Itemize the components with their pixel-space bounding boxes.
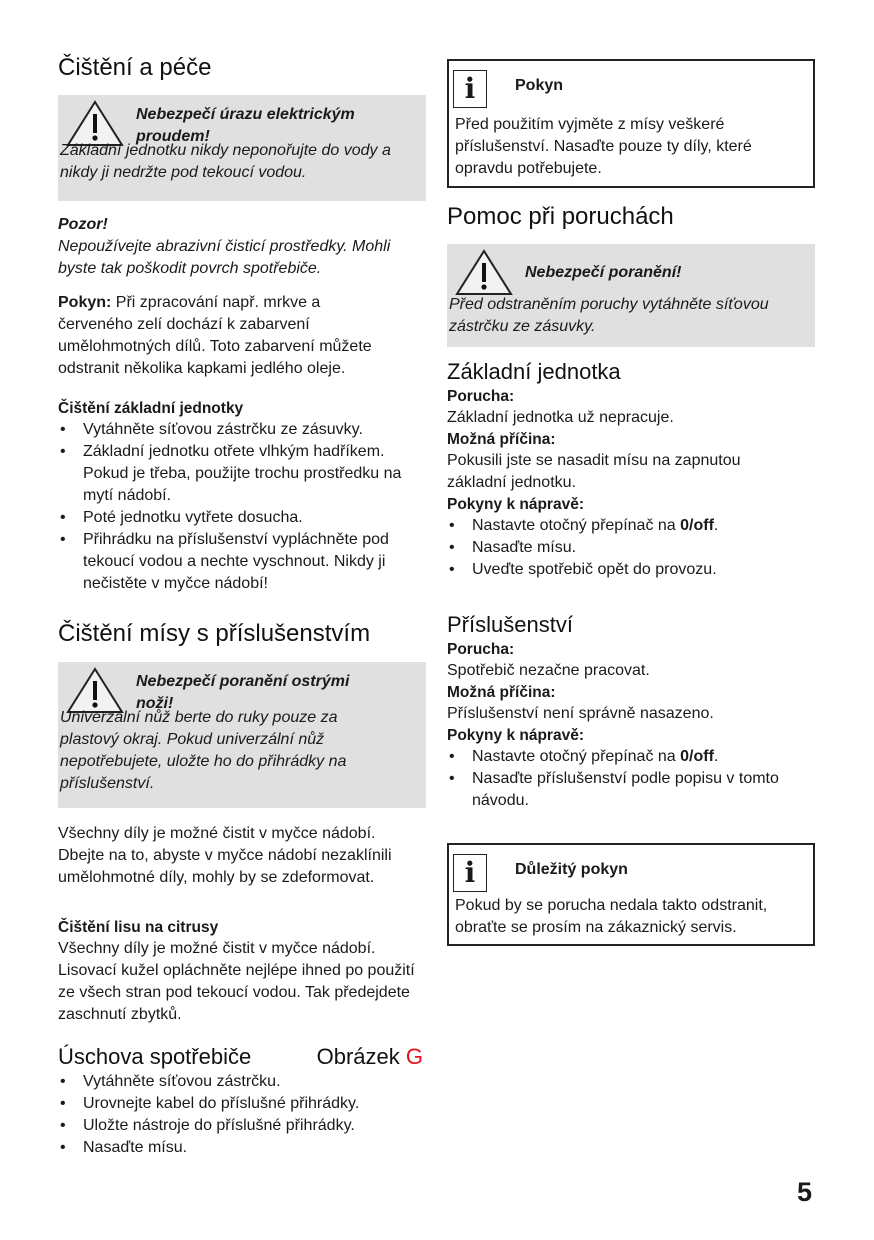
list-item: • Uveďte spotřebič opět do provozu.	[447, 559, 817, 581]
unit-cleaning-section	[58, 398, 428, 595]
warning-text: Univerzální nůž berte do ruky pouze za plastový okraj. Pokud univerzální nůž nepotřebujete, uložte ho do přihrádky na příslušenství.	[60, 709, 347, 792]
section-title-cleaning: Čištění a péče	[58, 54, 212, 81]
warning-box-injury	[447, 244, 815, 347]
info-box-important	[447, 843, 815, 946]
warning-box-electric	[58, 95, 426, 201]
figure-label: Obrázek	[316, 1044, 400, 1069]
info-icon: i	[453, 70, 487, 108]
storage-title: Úschova spotřebiče	[58, 1044, 252, 1069]
info-title: Důležitý pokyn	[515, 861, 628, 878]
section-title-troubleshooting: Pomoc při poruchách	[447, 203, 674, 230]
info-title: Pokyn	[515, 77, 564, 94]
subheading: Čištění lisu na citrusy	[58, 919, 219, 936]
storage-section	[58, 1043, 428, 1159]
warning-title: Nebezpečí poranění!	[525, 264, 682, 281]
page-number: 5	[797, 1177, 813, 1207]
cause-text: Příslušenství není správně nasazeno.	[447, 705, 714, 722]
info-icon: i	[453, 854, 487, 892]
info-box-tip	[447, 59, 815, 188]
warning-text: Před odstraněním poruchy vytáhněte síťovou zástrčku ze zásuvky.	[449, 296, 769, 335]
warning-title: Nebezpečí poranění ostrými	[136, 673, 350, 690]
fix-text: Nastavte otočný přepínač na	[472, 517, 681, 534]
tip-text: Při zpracování např. mrkve a červeného zelí dochází k zabarvení umělohmotných dílů. Toto zabarvení můžete odstranit několika kapkami jedlého oleje.	[58, 294, 372, 377]
cause-text: Pokusili jste se nasadit mísu na zapnutou základní jednotku.	[447, 452, 741, 491]
tip-label: Pokyn:	[58, 294, 112, 311]
list-item: • Poté jednotku vytřete dosucha.	[58, 507, 413, 529]
list-item: • Vytáhněte síťovou zástrčku.	[58, 1071, 428, 1093]
caution-label: Pozor!	[58, 216, 108, 233]
caution-text: Nepoužívejte abrazivní čisticí prostředky. Mohli byste tak poškodit povrch spotřebiče.	[58, 238, 391, 277]
warning-title-cont: noži!	[136, 695, 174, 712]
info-text: Pokud by se porucha nedala takto odstranit, obraťte se prosím na zákaznický servis.	[455, 897, 768, 936]
section-title-storage	[58, 1043, 423, 1071]
subheading: Čištění základní jednotky	[58, 400, 244, 417]
list-item	[447, 746, 787, 768]
list-item: • Vytáhněte síťovou zástrčku ze zásuvky.	[58, 419, 413, 441]
list-item: • Urovnejte kabel do příslušné přihrádky.	[58, 1093, 428, 1115]
list-item: • Nasaďte mísu.	[58, 1137, 428, 1159]
cause-label: Možná příčina:	[447, 684, 556, 701]
list-item: • Nasaďte mísu.	[447, 537, 817, 559]
warning-text: Základní jednotku nikdy neponořujte do vody a nikdy ji nedržte pod tekoucí vodou.	[60, 142, 391, 181]
citrus-section	[58, 917, 428, 1026]
fix-text: Nastavte otočný přepínač na	[472, 748, 681, 765]
list-item: • Uložte nástroje do příslušné přihrádky.	[58, 1115, 428, 1137]
subsection-title: Příslušenství	[447, 612, 573, 637]
list-item: • Přihrádku na příslušenství vypláchněte pod tekoucí vodou a nechte vyschnout. Nikdy ji nečistěte v myčce nádobí!	[58, 529, 403, 595]
tip-paragraph	[58, 292, 388, 380]
citrus-text: Všechny díly je možné čistit v myčce nádobí. Lisovací kužel opláchněte nejlépe ihned po použití ze všech stran pod tekoucí vodou. Tak předejdete zaschnutí zbytků.	[58, 940, 415, 1023]
warning-title-cont: proudem!	[136, 128, 210, 145]
cause-label: Možná příčina:	[447, 431, 556, 448]
section-title-bowl: Čištění mísy s příslušenstvím	[58, 620, 371, 647]
dishwasher-paragraph: Všechny díly je možné čistit v myčce nádobí. Dbejte na to, abyste v myčce nádobí nezaklínili umělohmotné díly, mohly by se zdeformovat.	[58, 825, 392, 886]
figure-letter: G	[405, 1044, 423, 1069]
accessories-section	[447, 611, 817, 812]
warning-title: Nebezpečí úrazu elektrickým	[136, 106, 355, 123]
caution-note	[58, 214, 428, 280]
list-item: • Nasaďte příslušenství podle popisu v tomto návodu.	[447, 768, 787, 812]
warning-box-blades	[58, 662, 426, 808]
fault-label: Porucha:	[447, 641, 515, 658]
fault-text: Základní jednotka už nepracuje.	[447, 409, 674, 426]
fault-text: Spotřebič nezačne pracovat.	[447, 662, 650, 679]
list-item	[447, 515, 817, 537]
fix-label: Pokyny k nápravě:	[447, 727, 584, 744]
switch-position: 0/off	[680, 517, 714, 534]
subsection-title: Základní jednotka	[447, 359, 621, 384]
info-text: Před použitím vyjměte z mísy veškeré příslušenství. Nasaďte pouze ty díly, které opravdu potřebujete.	[455, 116, 752, 177]
punct: .	[713, 517, 719, 534]
base-unit-section	[447, 358, 817, 581]
fix-label: Pokyny k nápravě:	[447, 496, 584, 513]
switch-position: 0/off	[680, 748, 714, 765]
warning-icon	[455, 248, 513, 296]
list-item: • Základní jednotku otřete vlhkým hadříkem. Pokud je třeba, použijte trochu prostředku na mytí nádobí.	[58, 441, 413, 507]
fault-label: Porucha:	[447, 388, 515, 405]
punct: .	[713, 748, 719, 765]
